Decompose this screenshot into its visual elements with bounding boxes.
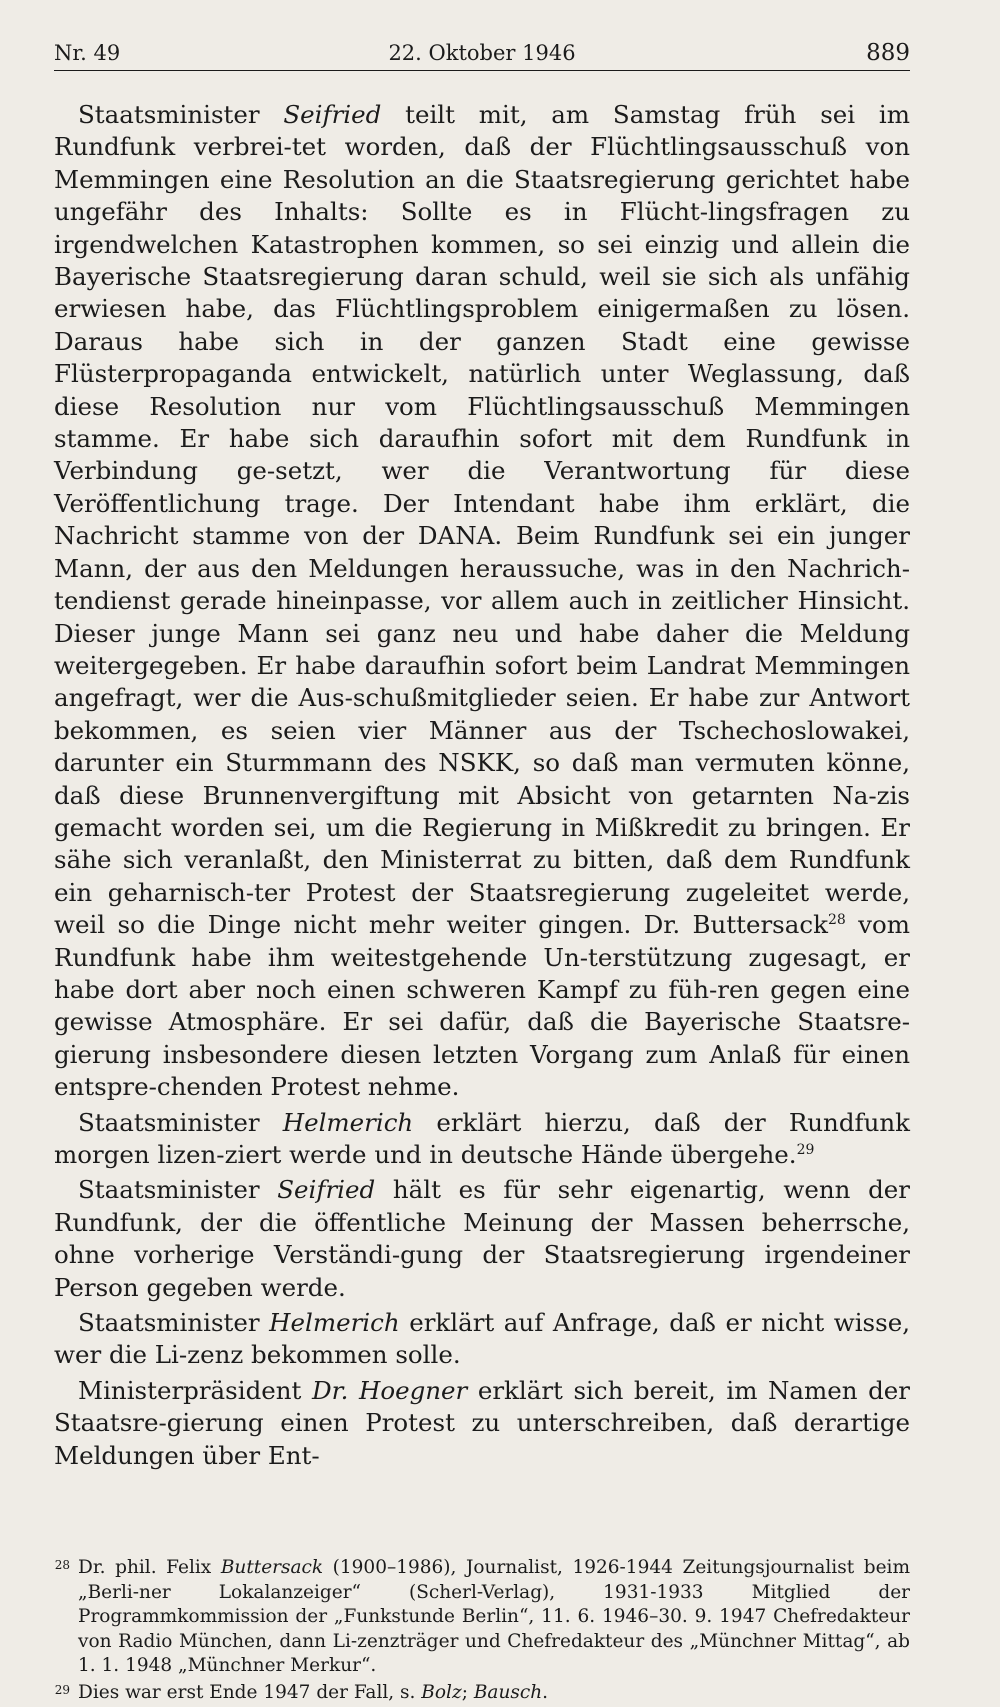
paragraph-text: Staatsminister [78, 1308, 270, 1338]
paragraph-text: Staatsminister [78, 1107, 283, 1137]
page [54, 38, 910, 1707]
paragraph-text: Ministerpräsident [78, 1375, 312, 1405]
footnote-text [78, 1681, 910, 1706]
person-name: Dr. Hoegner [311, 1375, 468, 1405]
footnote-number: 28 [54, 1558, 70, 1573]
paragraph-text: Staatsminister [78, 1175, 278, 1205]
body-text [54, 99, 910, 1472]
paragraph-3 [54, 1174, 910, 1304]
footnote-29 [54, 1681, 910, 1706]
source-author: Bolz [421, 1681, 462, 1703]
footnote-text-part: Dies war erst Ende 1947 der Fall, s. [78, 1681, 422, 1703]
paragraph-text: erklärt auf Anfrage, daß er nicht wisse, wer die Li-zenz bekommen solle. [54, 1308, 910, 1370]
person-name: Helmerich [282, 1107, 414, 1137]
footnotes [54, 1556, 910, 1705]
paragraph-text: hält es für sehr eigenartig, wenn der Rundfunk, der die öffentliche Meinung der Massen beherrsche, ohne vorherige Verständi-gung der Staatsregierung irgendeiner Person gegeben werde. [54, 1175, 910, 1302]
page-number: 889 [866, 40, 910, 66]
person-name: Seifried [277, 1175, 376, 1205]
paragraph-text: teilt mit, am Samstag früh sei im Rundfunk verbrei-tet worden, daß der Flüchtlingsausschuß von Memmingen eine Resolution an die Staatsregierung gerichtet habe ungefähr des Inhalts: Sollte es in Flücht-lingsfragen zu irgendwelchen Katastrophen kommen, so sei einzig und allein die Bayerische Staatsregierung daran schuld, weil sie sich als unfähig erwiesen habe, das Flüchtlingsproblem einigermaßen zu lösen. Daraus habe sich in der ganzen Stadt eine gewisse Flüsterpropaganda entwickelt, natürlich unter Weglassung, daß diese Resolution nur vom Flüchtlingsausschuß Memmingen stamme. Er habe sich daraufhin sofort mit dem Rundfunk in Verbindung ge-setzt, wer die Verantwortung für diese Veröffentlichung trage. Der Intendant habe ihm erklärt, die Nachricht stamme von der DANA. Beim Rundfunk sei ein junger Mann, der aus den Meldungen heraussuche, was in den Nachrich-tendienst gerade hineinpasse, vor allem auch in zeitlicher Hinsicht. Dieser junge Mann sei ganz neu und habe daher die Meldung weitergegeben. Er habe daraufhin sofort beim Landrat Memmingen angefragt, wer die Aus-schußmitglieder seien. Er habe zur Antwort bekommen, es seien vier Männer aus der Tschechoslowakei, darunter ein Sturmmann des NSKK, so daß man vermuten könne, daß diese Brunnenvergiftung mit Absicht von getarnten Na-zis gemacht worden sei, um die Regierung in Mißkredit zu bringen. Er sähe sich veranlaßt, den Ministerrat zu bitten, daß dem Rundfunk ein geharnisch-ter Protest der Staatsregierung zugeleitet werde, weil so die Dinge nicht mehr weiter gingen. Dr. Buttersack [54, 100, 910, 940]
footnote-text-part: . [542, 1681, 549, 1703]
paragraph-5 [54, 1375, 910, 1472]
paragraph-text: erklärt hierzu, daß der Rundfunk morgen lizen-ziert werde und in deutsche Hände übergehe. [54, 1107, 910, 1169]
header-date: 22. Oktober 1946 [388, 41, 576, 65]
person-name: Seifried [283, 100, 382, 129]
footnote-number: 29 [54, 1682, 70, 1697]
paragraph-1 [54, 99, 910, 1104]
footnote-text-part: (1900–1986), Journalist, 1926-1944 Zeitungsjournalist beim „Berli-ner Lokalanzeiger“ (Scherl-Verlag), 1931-1933 Mitglied der Programmkommission der „Funkstunde Berlin“, 11. 6. 1946–30. 9. 1947 Chefredakteur von Radio München, dann Li-zenzträger und Chefredakteur des „Münchner Mittag“, ab 1. 1. 1948 „Münchner Merkur“. [78, 1557, 910, 1677]
footnote-text [78, 1556, 910, 1679]
footnote-ref-29[interactable]: 29 [796, 1141, 815, 1158]
person-name: Helmerich [269, 1308, 400, 1338]
footnote-28 [54, 1556, 910, 1679]
paragraph-text: erklärt sich bereit, im Namen der Staatsre-gierung einen Protest zu unterschreiben, daß derartige Meldungen über Ent- [54, 1375, 910, 1470]
paragraph-2 [54, 1107, 910, 1172]
running-head [54, 38, 910, 71]
footnote-text-part: ; [461, 1681, 474, 1703]
issue-number: Nr. 49 [54, 41, 121, 65]
person-name: Buttersack [220, 1557, 324, 1579]
footnote-ref-28[interactable]: 28 [827, 912, 846, 928]
footnote-text-part: Dr. phil. Felix [78, 1557, 221, 1579]
paragraph-4 [54, 1307, 910, 1372]
source-author: Bausch [473, 1681, 543, 1703]
paragraph-text: vom Rundfunk habe ihm weitestgehende Un-terstützung zugesagt, er habe dort aber noch einen schweren Kampf zu füh-ren gegen eine gewisse Atmosphäre. Er sei dafür, daß die Bayerische Staatsre-gierung insbesondere diesen letzten Vorgang zum Anlaß für einen entspre-chenden Protest nehme. [54, 910, 910, 1102]
paragraph-text: Staatsminister [78, 100, 284, 129]
